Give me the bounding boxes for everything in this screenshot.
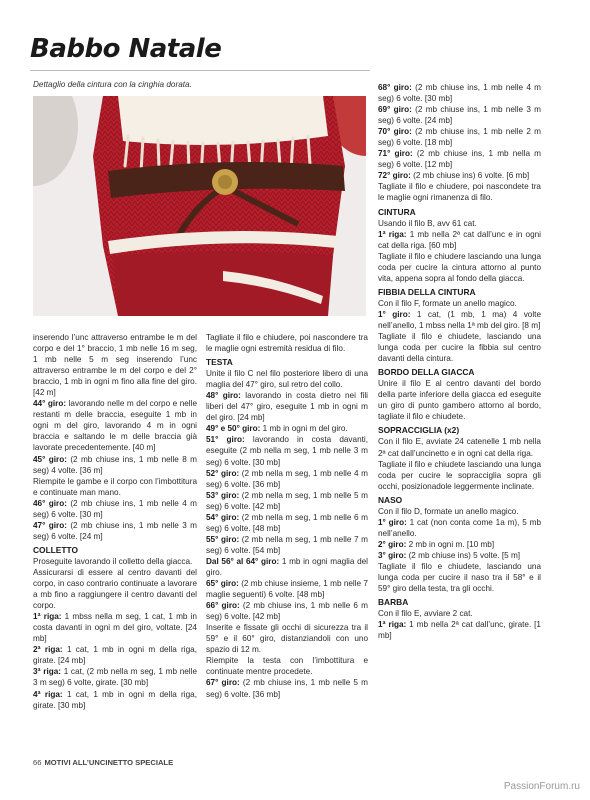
step-text: inserendo l’unc attraverso entrambe le m del corpo e del 1° braccio, 1 mb nelle 16 m seg, 1 mb nelle 5 m seg inserendo l’unc attraverso entrambe le m del corpo e del 2° braccio, 1 mb in ogni m fino alla fine del giro. [42 m]: [33, 333, 197, 398]
step-text: 1 mb in ogni maglia del giro.: [206, 556, 368, 577]
step-text: 1 cat (non conta come 1a m), 5 mb nell’anello.: [378, 517, 541, 538]
paragraph: [33, 644, 197, 666]
column-1: [33, 332, 197, 711]
photo-caption: Dettaglio della cintura con la cinghia dorata.: [33, 80, 192, 89]
step-text: Unite il filo C nel filo posteriore libero di una maglia del 47° giro, sul retro del collo.: [206, 369, 368, 390]
step-text: (2 mb chiuse ins, 1 mb nelle 5 m seg) 6 volte. [36 mb]: [206, 678, 368, 699]
step-text: Tagliate il filo e chiudete, lasciando una lunga coda per cucire la fibbia sul centro davanti della cintura.: [378, 332, 541, 364]
paragraph: [206, 468, 368, 490]
step-label: 69° giro:: [378, 105, 412, 115]
watermark: PassionForum.ru: [503, 781, 580, 792]
step-text: (2 mb nella m seg, 1 mb nelle 4 m seg) 6 volte. [36 mb]: [206, 468, 368, 489]
paragraph: [206, 600, 368, 622]
step-text: Tagliate il filo e chiudere lasciando una lunga coda per cucire la cintura attorno al punto vita, appena sopra al fondo della giacca.: [378, 251, 541, 283]
paragraph: [206, 512, 368, 534]
page-title: Babbo Natale: [30, 34, 222, 64]
paragraph: [206, 655, 368, 677]
step-label: 53° giro:: [206, 490, 240, 500]
page-footer: [33, 758, 173, 767]
paragraph: [33, 454, 197, 476]
step-label: 46° giro:: [33, 498, 67, 508]
step-label: 55° giro:: [206, 534, 240, 544]
paragraph: [378, 298, 541, 309]
step-label: 2° giro:: [378, 539, 407, 549]
step-text: (2 mb chiuse ins, 1 mb nella m seg) 6 volte. [12 mb]: [378, 149, 541, 170]
step-label: 54° giro:: [206, 512, 240, 522]
paragraph: [33, 332, 197, 398]
paragraph: [33, 398, 197, 453]
paragraph: [378, 436, 541, 458]
paragraph: [378, 561, 541, 594]
step-text: (2 mb chiuse ins, 1 mb nelle 4 m seg) 6 volte. [30 m]: [33, 498, 197, 519]
section-heading: BARBA: [378, 597, 409, 608]
paragraph: [206, 622, 368, 655]
paragraph: [378, 126, 541, 148]
step-text: (2 mb nella m seg, 1 mb nelle 5 m seg) 6 volte. [42 mb]: [206, 490, 368, 511]
step-text: Con il filo E, avviate 24 catenelle 1 mb nella 2ª cat dall’uncinetto e in ogni cat della riga.: [378, 437, 541, 458]
step-text: Tagliate il filo e chiudere, poi nascondete tra le maglie ogni rimanenza di filo.: [378, 182, 541, 203]
step-text: (2 mb chiuse ins, 1 mb nelle 6 m seg) 6 volte. [42 mb]: [206, 601, 368, 622]
paragraph: [206, 534, 368, 556]
step-text: 1 mb nella 2ª cat dall’unc, girate. [1 mb]: [378, 620, 541, 641]
step-text: (2 mb chiuse ins) 6 volte. [6 mb]: [410, 171, 530, 181]
section-heading: TESTA: [206, 357, 233, 368]
paragraph: [33, 689, 197, 711]
step-label: 1ª riga:: [378, 620, 407, 630]
paragraph: [378, 218, 541, 229]
step-text: 1 cat, 1 mb in ogni m della riga, girate. [24 mb]: [33, 645, 197, 666]
paragraph: [33, 498, 197, 520]
title-rule: [30, 70, 370, 71]
paragraph: [206, 434, 368, 467]
section-heading: BORDO DELLA GIACCA: [378, 367, 475, 378]
paragraph: [378, 459, 541, 492]
column-2: [206, 332, 368, 700]
paragraph: [206, 368, 368, 390]
step-label: 1° giro:: [378, 309, 411, 319]
paragraph: [206, 677, 368, 699]
step-text: Tagliate il filo e chiudete lasciando una lunga coda per cucire le sopracciglia sopra gli occhi, posizionadole leggermente inclinate.: [378, 459, 541, 491]
step-text: (2 mb chiuse ins, 1 mb nelle 4 m seg) 6 volte. [30 mb]: [378, 83, 541, 104]
step-label: 67° giro:: [206, 678, 240, 688]
paragraph: [206, 423, 368, 434]
step-text: (2 mb nella m seg, 1 mb nelle 6 m seg) 6 volte. [48 mb]: [206, 512, 368, 533]
step-label: 68° giro:: [378, 83, 412, 92]
paragraph: [378, 550, 541, 561]
step-text: Con il filo D, formate un anello magico.: [378, 506, 519, 516]
section-heading: COLLETTO: [33, 544, 78, 555]
step-label: 45° giro:: [33, 454, 67, 464]
paragraph: [378, 104, 541, 126]
step-text: (2 mb chiuse ins) 5 volte. [5 m]: [406, 550, 521, 560]
paragraph: [378, 506, 541, 517]
paragraph: [206, 332, 368, 354]
step-label: 4ª riga:: [33, 689, 63, 699]
step-text: 1 cat, 1 mb in ogni m della riga, girate. [30 mb]: [33, 689, 197, 710]
step-text: Tagliate il filo e chiudere, poi nascondere tra le maglie ogni estremità residua di filo.: [206, 333, 368, 354]
step-label: 3° giro:: [378, 550, 407, 560]
step-label: 47° giro:: [33, 520, 67, 530]
paragraph: [33, 556, 197, 567]
step-label: 72° giro:: [378, 171, 411, 181]
paragraph: [206, 578, 368, 600]
step-text: lavorando in costa dietro nei fili liberi del 47° giro, eseguite 1 mb in ogni m del giro. [24 mb]: [206, 391, 368, 423]
paragraph: [378, 82, 541, 104]
paragraph: [33, 666, 197, 688]
step-label: 1ª riga:: [33, 612, 62, 622]
magazine-name: MOTIVI ALL’UNCINETTO SPECIALE: [44, 758, 174, 767]
step-label: 71° giro:: [378, 149, 413, 159]
step-label: 2ª riga:: [33, 645, 63, 655]
step-text: Tagliate il filo e chiudete, lasciando una lunga coda per cucire il naso tra il 58° e il 59° giro della testa, tra gli occhi.: [378, 561, 541, 594]
step-label: 1° giro:: [378, 517, 407, 527]
step-text: (2 mb chiuse ins, 1 mb nelle 3 m seg) 6 volte. [24 m]: [33, 520, 197, 541]
section-heading: NASO: [378, 494, 403, 505]
section-heading: FIBBIA DELLA CINTURA: [378, 286, 476, 297]
section-heading: SOPRACCIGLIA (x2): [378, 425, 460, 436]
step-text: 1 cat, (2 mb nella m seg, 1 mb nelle 3 m seg) 6 volte, girate. [30 mb]: [33, 667, 197, 688]
paragraph: [378, 229, 541, 251]
paragraph: [33, 476, 197, 498]
paragraph: [33, 611, 197, 644]
paragraph: [206, 490, 368, 512]
column-3: [378, 82, 541, 641]
step-text: Inserite e fissate gli occhi di sicurezza tra il 59° e il 60° giro, distanziandoli con uno spazio di 12 m.: [206, 623, 368, 655]
santa-belt-photo: [33, 96, 366, 316]
step-text: 1 mb in ogni m del giro.: [260, 424, 348, 434]
paragraph: [378, 309, 541, 331]
step-label: 52° giro:: [206, 468, 240, 478]
paragraph: [378, 148, 541, 170]
paragraph: [378, 331, 541, 364]
paragraph: [378, 378, 541, 422]
paragraph: [206, 556, 368, 578]
paragraph: [378, 608, 541, 619]
step-text: 1 mb nella 2ª cat dall’unc e in ogni cat della riga. [60 mb]: [378, 229, 542, 250]
step-text: (2 mb chiuse ins, 1 mb nelle 2 m seg) 6 volte. [18 mb]: [378, 127, 541, 148]
step-text: Assicurarsi di essere al centro davanti del corpo, in caso contrario continuate a lavorare a mb fino a raggiungere il centro davanti del corpo.: [33, 567, 197, 611]
step-label: 49° e 50° giro:: [206, 424, 261, 434]
section-heading: CINTURA: [378, 206, 416, 217]
paragraph: [378, 539, 541, 550]
step-label: Dal 56° al 64° giro:: [206, 556, 280, 566]
step-label: 65° giro:: [206, 579, 239, 589]
paragraph: [33, 567, 197, 611]
step-label: 1ª riga:: [378, 229, 407, 239]
paragraph: [378, 170, 541, 181]
step-text: Usando il filo B, avv 61 cat.: [378, 218, 477, 228]
paragraph: [378, 181, 541, 203]
paragraph: [378, 517, 541, 539]
page-number: 66: [33, 758, 42, 767]
paragraph: [378, 619, 541, 641]
step-label: 48° giro:: [206, 391, 241, 401]
paragraph: [206, 390, 368, 423]
step-label: 66° giro:: [206, 601, 240, 611]
step-text: Unire il filo E al centro davanti del bordo della parte inferiore della giacca ed eseguite un giro di punto gambero attorno al bordo, tagliate il filo e chiudete.: [378, 379, 541, 422]
step-text: (2 mb nella m seg, 1 mb nelle 7 m seg) 6 volte. [54 mb]: [206, 534, 368, 555]
step-text: lavorando in costa davanti, eseguite (2 mb nella m seg, 1 mb nelle 3 m seg) 6 volte. [30 mb]: [206, 435, 368, 467]
step-label: 3ª riga:: [33, 667, 62, 677]
paragraph: [378, 251, 541, 284]
step-text: (2 mb chiuse ins, 1 mb nelle 3 m seg) 6 volte. [24 mb]: [378, 105, 541, 126]
step-text: Con il filo E, avviare 2 cat.: [378, 609, 473, 619]
step-text: (2 mb chiuse ins, 1 mb nelle 8 m seg) 4 volte. [36 m]: [33, 454, 197, 475]
step-text: Riempite le gambe e il corpo con l’imbottitura e continuate man mano.: [33, 476, 197, 497]
step-text: Con il filo F, formate un anello magico.: [378, 298, 517, 308]
step-label: 70° giro:: [378, 127, 412, 137]
step-label: 51° giro:: [206, 435, 245, 445]
step-text: Riempite la testa con l’imbottitura e continuate mentre procedete.: [206, 656, 368, 677]
step-text: lavorando nelle m del corpo e nelle restanti m delle braccia, eseguite 1 mb in ogni m del giro, lavorando 4 m in ogni braccia e saltando le m delle braccia già lavorate precedentemente. [40 m]: [33, 399, 197, 453]
step-text: 1 cat, (1 mb, 1 ma) 4 volte nell’anello, 1 mbss nella 1ª mb del giro. [8 m]: [378, 309, 541, 330]
step-label: 44° giro:: [33, 399, 67, 409]
step-text: (2 mb chiuse insieme, 1 mb nelle 7 maglie seguenti) 6 volte. [48 mb]: [206, 579, 368, 600]
step-text: Proseguite lavorando il colletto della giacca.: [33, 556, 193, 566]
paragraph: [33, 520, 197, 542]
step-text: 1 mbss nella m seg, 1 cat, 1 mb in costa davanti in ogni m del giro, voltate. [24 mb]: [33, 612, 197, 644]
step-text: 2 mb in ogni m. [10 mb]: [406, 539, 495, 549]
